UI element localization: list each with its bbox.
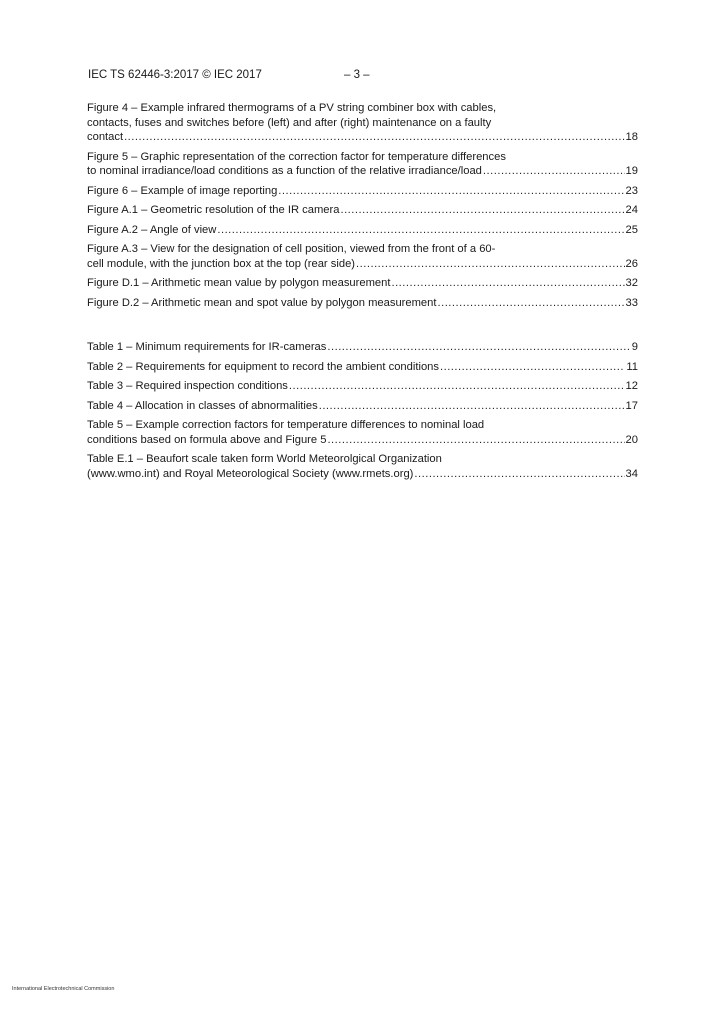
table-entry[interactable] [87,340,638,355]
figure-entry-page: 33 [625,296,638,309]
figure-entry-page: 32 [625,277,638,289]
figure-entry-text: cell module, with the junction box at the top (rear side) [87,257,356,270]
figure-entry-text: Figure 6 – Example of image reporting [87,184,278,197]
table-entry-text: Table 1 – Minimum requirements for IR-cameras [87,341,327,353]
table-entry-text: (www.wmo.int) and Royal Meteorological Society (www.rmets.org) [87,467,414,480]
figure-entry-line [87,150,638,165]
list-of-tables [87,340,638,486]
table-entry[interactable] [87,418,638,447]
dot-leader [356,257,625,272]
figure-entry-page: 26 [625,257,638,270]
dot-leader [327,433,624,448]
figure-entry-line [87,257,638,272]
table-entry-line [87,467,638,482]
dot-leader [414,467,624,482]
figure-entry-line [87,184,638,199]
table-entry-text: Table 3 – Required inspection conditions [87,380,288,392]
dot-leader [327,340,630,355]
table-entry-text: Table 2 – Requirements for equipment to record the ambient conditions [87,360,439,373]
table-entry-line [87,418,638,433]
figure-entry-line [87,203,638,218]
dot-leader [278,184,624,199]
figure-entry[interactable] [87,203,638,218]
table-entry-line [87,452,638,467]
figure-entry-text: Figure A.1 – Geometric resolution of the IR camera [87,204,340,216]
document-reference: IEC TS 62446-3:2017 © IEC 2017 [88,69,262,81]
list-of-figures [87,101,638,315]
table-entry-text: conditions based on formula above and Figure 5 [87,433,327,446]
table-entry-line [87,433,638,448]
figure-entry[interactable] [87,276,638,291]
table-entry[interactable] [87,379,638,394]
dot-leader [217,223,624,238]
figure-entry-text: Figure A.3 – View for the designation of cell position, viewed from the front of a 60- [87,243,496,255]
figure-entry-text: Figure 4 – Example infrared thermograms of a PV string combiner box with cables, [87,102,497,114]
dot-leader [391,276,624,291]
figure-entry-page: 25 [625,223,638,236]
figure-entry[interactable] [87,296,638,311]
table-entry-page: 11 [626,360,638,373]
table-entry-line [87,340,638,355]
figure-entry[interactable] [87,150,638,179]
table-entry-text: Table E.1 – Beaufort scale taken form World Meteorolgical Organization [87,453,442,465]
figure-entry-line [87,116,638,131]
figure-entry-text: Figure D.2 – Arithmetic mean and spot value by polygon measurement [87,296,437,309]
table-entry-page: 9 [631,341,638,353]
figure-entry-line [87,164,638,179]
dot-leader [340,203,624,218]
figure-entry-line [87,223,638,238]
figure-entry-text: contact [87,131,124,143]
figure-entry-line [87,296,638,311]
table-entry-line [87,360,638,375]
table-entry[interactable] [87,452,638,481]
figure-entry-text: contacts, fuses and switches before (left) and after (right) maintenance on a faulty [87,116,492,129]
table-entry[interactable] [87,360,638,375]
table-entry-text: Table 5 – Example correction factors for temperature differences to nominal load [87,419,485,431]
table-entry-page: 34 [625,467,638,480]
dot-leader [437,296,624,311]
page-number: – 3 – [344,69,370,81]
figure-entry-page: 19 [625,165,638,177]
table-entry-page: 17 [625,399,638,412]
figure-entry-text: Figure D.1 – Arithmetic mean value by polygon measurement [87,277,391,289]
dot-leader [483,164,625,179]
figure-entry-line [87,276,638,291]
figure-entry-line [87,242,638,257]
figure-entry-text: Figure 5 – Graphic representation of the correction factor for temperature differences [87,150,506,163]
figure-entry-text: Figure A.2 – Angle of view [87,223,217,236]
figure-entry[interactable] [87,184,638,199]
figure-entry[interactable] [87,223,638,238]
table-entry-page: 12 [625,380,638,392]
table-entry-line [87,379,638,394]
figure-entry-page: 24 [625,204,638,216]
figure-entry-line [87,101,638,116]
footer-organization: International Electrotechnical Commission [12,986,115,992]
figure-entry-page: 18 [625,131,638,143]
figure-entry-page: 23 [625,184,638,197]
dot-leader [319,399,625,414]
figure-entry-line [87,130,638,145]
dot-leader [440,360,625,375]
figure-entry[interactable] [87,101,638,145]
dot-leader [124,130,624,145]
table-entry[interactable] [87,399,638,414]
dot-leader [289,379,625,394]
figure-entry-text: to nominal irradiance/load conditions as a function of the relative irradiance/load [87,165,482,177]
table-entry-line [87,399,638,414]
table-entry-text: Table 4 – Allocation in classes of abnormalities [87,399,318,412]
table-entry-page: 20 [625,433,638,446]
figure-entry[interactable] [87,242,638,271]
